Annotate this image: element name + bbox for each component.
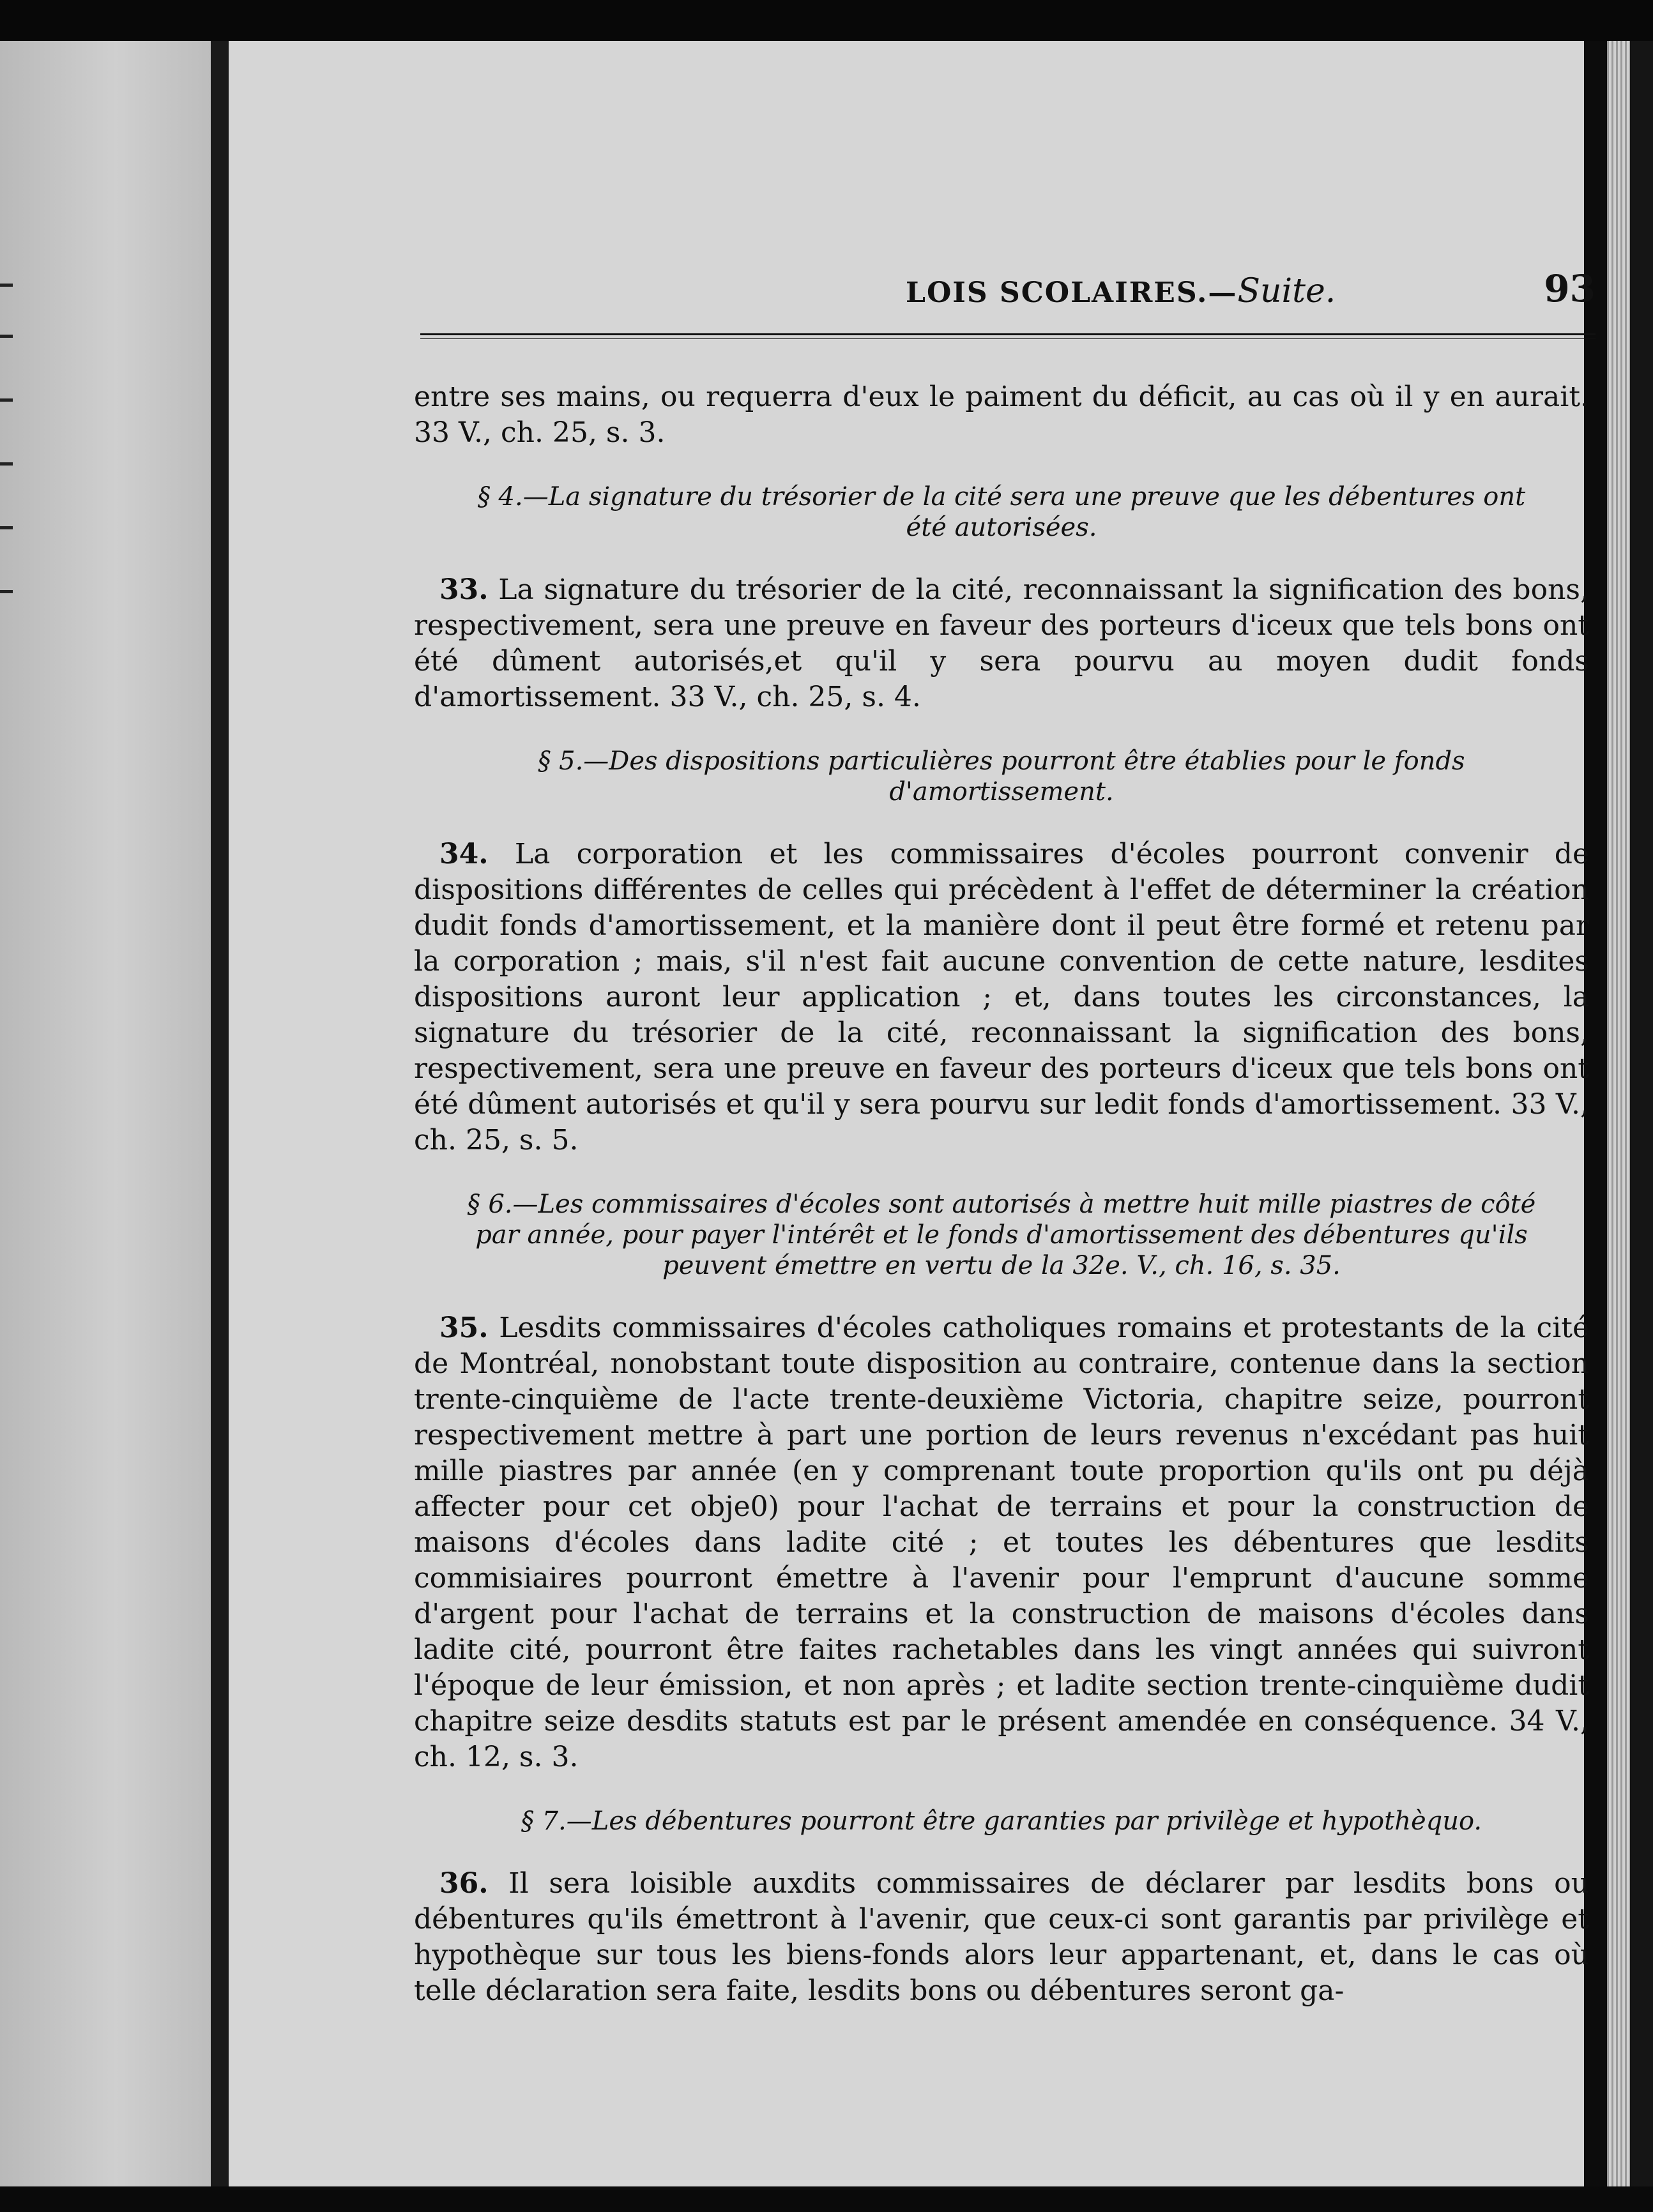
margin-mark (0, 335, 13, 338)
article-36 (414, 1866, 1589, 2009)
running-title-suite: Suite. (1237, 272, 1336, 310)
header-rule-thin (420, 338, 1596, 339)
page-stack-edge (1607, 41, 1630, 2186)
section-summary: § 7.—Les débentures pourront être garanties par privilège et hypothèquo. (521, 1807, 1482, 1836)
paragraph-continued (414, 379, 1589, 451)
paragraph-text: entre ses mains, ou requerra d'eux le paiment du déficit, au cas où il y en aurait. 33 V., ch. 25, s. 3. (414, 381, 1589, 449)
paragraph-text: Lesdits commissaires d'écoles catholiques romains et protestants de la cité de Montréal, nonobstant toute disposition au contraire, contenue dans la section trente-cinquième de l'acte trente-deuxième Victoria, chapitre seize, pourront respectivement mettre à part une portion de leurs revenus n'excédant pas huit mille piastres par année (en y comprenant toute proportion qu'ils ont pu déjà affecter pour cet obje0) pour l'achat de terrains et pour la construction de maisons d'écoles dans ladite cité ; et toutes les débentures que lesdits commisiaires pourront émettre à l'avenir pour l'emprunt d'aucune somme d'argent pour l'achat de terrains et la construction de maisons d'écoles dans ladite cité, pourront être faites rachetables dans les vingt années qui suivront l'époque de leur émission, et non après ; et ladite section trente-cinquième dudit chapitre seize desdits statuts est par le présent amendée en conséquence. 34 V., ch. 12, s. 3. (414, 1312, 1589, 1773)
margin-mark (0, 398, 13, 402)
article-33 (414, 572, 1589, 715)
book-gutter (211, 41, 229, 2186)
margin-mark (0, 590, 13, 593)
scan-right-border (1630, 41, 1653, 2186)
article-35 (414, 1310, 1589, 1775)
section-summary: § 5.—Des dispositions particulières pourront être établies pour le fonds d'amortissement. (538, 746, 1465, 807)
body-text (414, 379, 1589, 2009)
article-34 (414, 837, 1589, 1158)
facing-page-edge (0, 41, 211, 2186)
margin-mark (0, 526, 13, 529)
article-number: 35. (439, 1312, 489, 1344)
article-number: 34. (439, 838, 489, 870)
paragraph-text: La corporation et les commissaires d'écoles pourront convenir de dispositions différentes de celles qui précèdent à l'effet de déterminer la création dudit fonds d'amortissement, et la manière dont il peut être formé et retenu par la corporation ; mais, s'il n'est fait aucune convention de cette nature, lesdites dispositions auront leur application ; et, dans toutes les circonstances, la signature du trésorier de la cité, reconnaissant la signification des bons, respectivement, sera une preuve en faveur des porteurs d'iceux que tels bons ont été dûment autorisés et qu'il y sera pourvu sur ledit fonds d'amortissement. 33 V., ch. 25, s. 5. (414, 838, 1589, 1156)
article-number: 33. (439, 573, 489, 606)
book-page (229, 41, 1596, 2186)
section-summary: § 6.—Les commissaires d'écoles sont autorisés à mettre huit mille piastres de côté par année, pour payer l'intérêt et le fonds d'amortissement des débentures qu'ils peuvent émettre en vertu de la 32e. V., ch. 16, s. 35. (467, 1190, 1536, 1280)
margin-mark (0, 462, 13, 466)
scan-bottom-border (0, 2186, 1653, 2212)
margin-mark (0, 284, 13, 287)
scan-top-border (0, 0, 1653, 41)
running-title (906, 272, 1336, 310)
running-title-text: LOIS SCOLAIRES.— (906, 276, 1238, 309)
header-rule (420, 333, 1596, 335)
running-header (420, 267, 1596, 318)
page-number: 93 (1544, 267, 1596, 310)
paragraph-text: La signature du trésorier de la cité, reconnaissant la signification des bons, respectivement, sera une preuve en faveur des porteurs d'iceux que tels bons ont été dûment autorisés,et qu'il y sera pourvu au moyen dudit fonds d'amortissement. 33 V., ch. 25, s. 4. (414, 573, 1589, 713)
section-summary: § 4.—La signature du trésorier de la cité sera une preuve que les débentures ont été autorisées. (477, 482, 1526, 542)
paragraph-text: Il sera loisible auxdits commissaires de déclarer par lesdits bons ou débentures qu'ils émettront à l'avenir, que ceux-ci sont garantis par privilège et hypothèque sur tous les biens-fonds alors leur appartenant, et, dans le cas où telle déclaration sera faite, lesdits bons ou débentures seront ga- (414, 1867, 1589, 2007)
article-number: 36. (439, 1867, 489, 1900)
